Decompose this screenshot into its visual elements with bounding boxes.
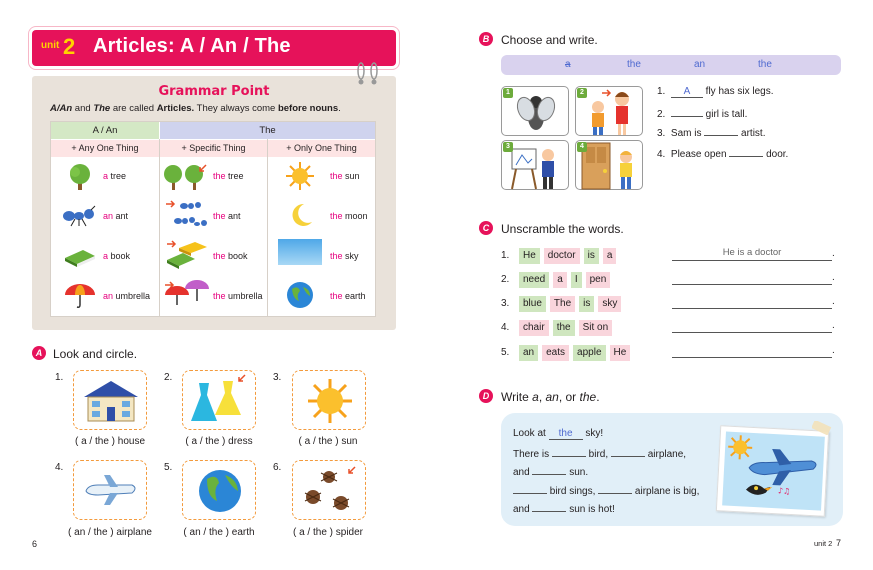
- table-divider: [267, 139, 268, 316]
- caption-house: ( a / the ) house: [74, 436, 146, 447]
- subheader-only-one: + Only One Thing: [268, 140, 375, 157]
- subheader-any: + Any One Thing: [51, 140, 159, 157]
- trees-icon: [162, 163, 210, 191]
- table-row: the sky: [330, 251, 359, 261]
- answer-line[interactable]: [672, 319, 832, 333]
- answer-blank[interactable]: [532, 464, 566, 475]
- story-line-3: and sun.: [513, 464, 588, 478]
- unit-banner: [32, 30, 396, 66]
- book-icon: [63, 246, 97, 268]
- item-number: 6.: [273, 462, 282, 473]
- picture-number: 1: [503, 88, 513, 98]
- ant-icon: [61, 205, 97, 227]
- story-line-4: bird sings, airplane is big,: [513, 483, 699, 497]
- word-bank-item: the: [758, 59, 772, 70]
- earth-icon: [286, 281, 314, 309]
- unscramble-row: 2. need a I pen: [501, 272, 614, 288]
- moon-icon: [288, 202, 314, 228]
- sun-icon: [293, 371, 367, 431]
- spiders-icon: [293, 461, 367, 521]
- header-a-an: A / An: [51, 122, 159, 139]
- sun-picture: [292, 370, 366, 430]
- house-icon: [74, 371, 148, 431]
- books-icon: [163, 238, 209, 270]
- earth-icon: [183, 461, 257, 521]
- section-c-badge: C: [479, 221, 493, 235]
- dress-picture: [182, 370, 256, 430]
- section-a-title: Look and circle.: [53, 347, 138, 361]
- page-number-left: 6: [32, 539, 38, 549]
- question-4: 4. Please open door.: [657, 146, 788, 160]
- section-a-badge: A: [32, 346, 46, 360]
- picture-number: 2: [577, 88, 587, 98]
- unscramble-row: 4. chair the Sit on: [501, 320, 616, 336]
- section-b-badge: B: [479, 32, 493, 46]
- period: .: [832, 345, 835, 356]
- answer-line[interactable]: [672, 344, 832, 358]
- unit-label: unit: [41, 40, 60, 51]
- sky-image: [278, 239, 322, 265]
- page-title: Articles: A / An / The: [93, 35, 291, 57]
- story-line-2: There is bird, airplane,: [513, 446, 686, 460]
- header-the: The: [160, 122, 375, 139]
- answer-blank[interactable]: [729, 146, 763, 157]
- answer-blank[interactable]: [513, 483, 547, 494]
- answer-blank[interactable]: [598, 483, 632, 494]
- period: .: [832, 296, 835, 307]
- unscramble-row: 5. an eats apple He: [501, 345, 634, 361]
- caption-spider: ( a / the ) spider: [292, 527, 364, 538]
- question-1: 1. A fly has six legs.: [657, 86, 774, 97]
- question-2: 2. girl is tall.: [657, 106, 747, 120]
- answer-line[interactable]: [672, 271, 832, 285]
- item-number: 2.: [164, 372, 173, 383]
- table-row: the sun: [330, 171, 360, 181]
- word-bank-item: a: [565, 59, 571, 70]
- caption-dress: ( a / the ) dress: [185, 436, 253, 447]
- sun-icon: [285, 161, 315, 191]
- table-row: the umbrella: [213, 291, 263, 301]
- earth-picture: [182, 460, 256, 520]
- answer-blank[interactable]: [704, 125, 738, 136]
- unit-number: 2: [63, 34, 76, 59]
- answer-blank[interactable]: the: [549, 428, 583, 440]
- unscramble-row: 3. blue The is sky: [501, 296, 625, 312]
- answer-line[interactable]: He is a doctor: [672, 247, 832, 261]
- house-picture: [73, 370, 147, 430]
- footer-unit: unit 2: [814, 539, 833, 548]
- table-row: the moon: [330, 211, 368, 221]
- answer-blank[interactable]: [532, 501, 566, 512]
- story-line-1: Look at the sky!: [513, 428, 604, 439]
- table-row: an umbrella: [103, 291, 151, 301]
- item-number: 3.: [273, 372, 282, 383]
- sky-scene-photo: [716, 425, 829, 517]
- answer-blank[interactable]: [611, 446, 645, 457]
- table-row: the ant: [213, 211, 241, 221]
- spider-picture: [292, 460, 366, 520]
- answer-line[interactable]: [672, 295, 832, 309]
- period: .: [832, 248, 835, 259]
- item-number: 1.: [55, 372, 64, 383]
- period: .: [832, 272, 835, 283]
- table-row: an ant: [103, 211, 129, 221]
- caption-earth: ( an / the ) earth: [183, 527, 255, 538]
- unscramble-row: 1. He doctor is a: [501, 248, 620, 264]
- section-b-title: Choose and write.: [501, 33, 598, 47]
- grammar-point-title: Grammar Point: [158, 84, 270, 99]
- subheader-specific: + Specific Thing: [160, 140, 267, 157]
- grammar-intro: A/An and The are called Articles. They always come before nouns.: [50, 103, 341, 114]
- word-bank-item: the: [627, 59, 641, 70]
- section-c-title: Unscramble the words.: [501, 222, 624, 236]
- caption-airplane: ( an / the ) airplane: [68, 527, 152, 538]
- table-row: the book: [213, 251, 248, 261]
- table-row: the tree: [213, 171, 244, 181]
- page-number-right: 7: [836, 538, 842, 548]
- item-number: 4.: [55, 462, 64, 473]
- answer-blank[interactable]: A: [671, 86, 703, 98]
- section-d-badge: D: [479, 389, 493, 403]
- table-row: a book: [103, 251, 131, 261]
- word-bank: [501, 55, 841, 75]
- tree-icon: [64, 163, 96, 191]
- table-row: the earth: [330, 291, 366, 301]
- airplane-icon: [74, 461, 148, 521]
- table-divider: [159, 139, 160, 316]
- umbrella-icon: [63, 283, 97, 309]
- sky-scene-icon: [717, 426, 830, 518]
- table-row: a tree: [103, 171, 127, 181]
- airplane-picture: [73, 460, 147, 520]
- picture-number: 4: [577, 142, 587, 152]
- section-d-title: Write a, an, or the.: [501, 390, 600, 404]
- question-3: 3. Sam is artist.: [657, 125, 765, 139]
- picture-number: 3: [503, 142, 513, 152]
- answer-blank[interactable]: [671, 106, 703, 117]
- tape-icon: [812, 421, 832, 435]
- caption-sun: ( a / the ) sun: [298, 436, 358, 447]
- word-bank-item: an: [694, 59, 706, 70]
- period: .: [832, 320, 835, 331]
- umbrellas-icon: [163, 277, 211, 309]
- ants-icon: [164, 198, 210, 230]
- dresses-icon: [183, 371, 257, 431]
- item-number: 5.: [164, 462, 173, 473]
- answer-blank[interactable]: [552, 446, 586, 457]
- svg-text:♪♫: ♪♫: [777, 486, 791, 496]
- story-line-5: and sun is hot!: [513, 501, 615, 515]
